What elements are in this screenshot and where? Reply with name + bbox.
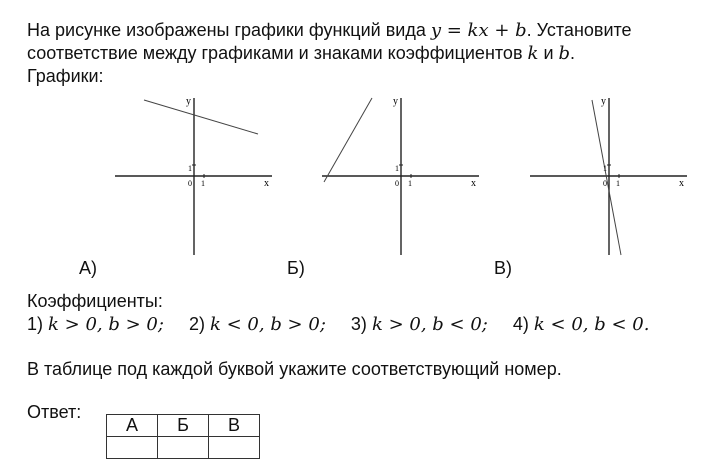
answer-cell-c[interactable]: [209, 437, 260, 459]
answer-cell-b[interactable]: [158, 437, 209, 459]
function-line: [592, 100, 621, 255]
origin-label: 0: [395, 179, 399, 188]
graph-c-label: В): [494, 258, 512, 278]
answer-input-row: [107, 437, 260, 459]
axis-x-label: x: [679, 178, 684, 189]
function-formula: y = kx + b: [430, 20, 527, 41]
axis-y-label: y: [393, 96, 398, 107]
answer-label: Ответ:: [27, 402, 82, 422]
axis-y-label: y: [186, 96, 191, 107]
unit-label-y: 1: [188, 164, 192, 173]
graph-b-label: Б): [287, 258, 305, 278]
function-line: [144, 100, 258, 134]
unit-label-x: 1: [408, 179, 412, 188]
coefficient-option-2: 2) k < 0, b > 0;: [188, 314, 326, 335]
coefficient-option-4: 4) k < 0, b < 0.: [512, 314, 650, 335]
answer-header-a: А: [107, 415, 158, 437]
statement-line-1: На рисунке изображены графики функций вида y = kx + b. Установите: [27, 20, 632, 41]
instruction-text: В таблице под каждой буквой укажите соответствующий номер.: [27, 359, 562, 379]
coefficients-title: Коэффициенты:: [27, 291, 163, 311]
problem-statement: [27, 19, 632, 87]
function-line: [324, 98, 372, 182]
answer-header-b: Б: [158, 415, 209, 437]
answer-header-c: В: [209, 415, 260, 437]
answer-cell-a[interactable]: [107, 437, 158, 459]
statement-line-2: соответствие между графиками и знаками коэффициентов k и b.: [27, 43, 576, 64]
graph-b: [317, 92, 492, 262]
coefficient-option-1: 1) k > 0, b > 0;: [27, 314, 164, 335]
coefficients-list: [27, 313, 649, 336]
graph-c: [525, 92, 700, 262]
graphs-heading: Графики:: [27, 66, 104, 86]
answer-table: [106, 414, 260, 459]
origin-label: 0: [603, 179, 607, 188]
axis-x-label: x: [471, 178, 476, 189]
unit-label-x: 1: [201, 179, 205, 188]
answer-header-row: [107, 415, 260, 437]
axis-y-label: y: [601, 96, 606, 107]
unit-label-x: 1: [616, 179, 620, 188]
unit-label-y: 1: [603, 164, 607, 173]
coefficient-option-3: 3) k > 0, b < 0;: [350, 314, 488, 335]
unit-label-y: 1: [395, 164, 399, 173]
graph-a: [110, 92, 285, 262]
axis-x-label: x: [264, 178, 269, 189]
graph-a-label: А): [79, 258, 97, 278]
origin-label: 0: [188, 179, 192, 188]
